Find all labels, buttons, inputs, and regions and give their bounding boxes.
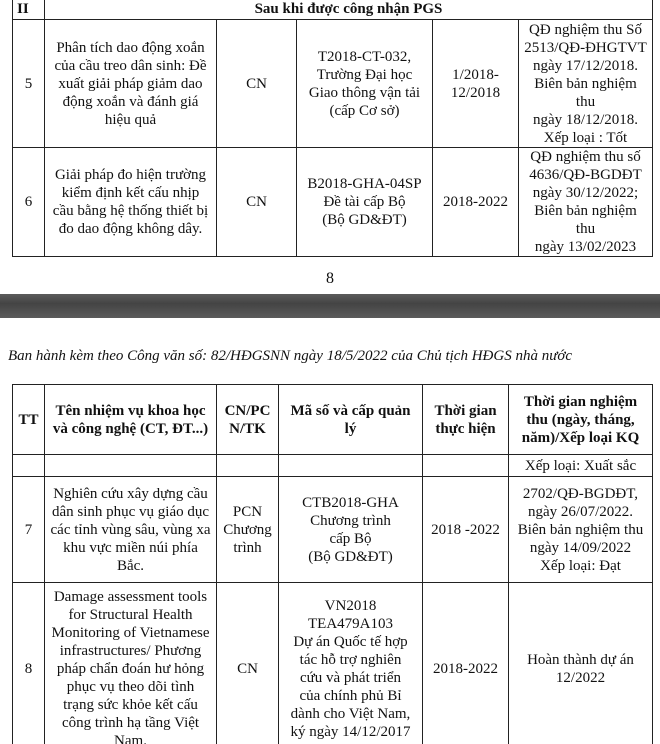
table-row — [13, 477, 653, 583]
acceptance-result: Hoàn thành dự án 12/2022 — [509, 583, 653, 744]
carry-over-result: Xếp loại: Xuất sắc — [509, 455, 653, 477]
carry-over-row — [13, 455, 653, 477]
acceptance-result: QĐ nghiệm thu số 4636/QĐ-BGDĐT ngày 30/12/2022; Biên bản nghiệm thu ngày 13/02/2023 — [519, 148, 653, 257]
project-name: Damage assessment tools for Structural Health Monitoring of Vietnamese infrastructures/ Phương pháp chẩn đoán hư hỏng phục vụ theo dõi tình trạng sức khỏe kết cấu công trình hạ tầng Việt Nam. — [45, 583, 217, 744]
document-caption: Ban hành kèm theo Công văn số: 82/HĐGSNN ngày 18/5/2022 của Chủ tịch HĐGS nhà nước — [8, 348, 573, 364]
role: CN — [217, 583, 279, 744]
row-number: 7 — [13, 477, 45, 583]
table-row — [13, 20, 653, 148]
role: CN — [217, 148, 297, 257]
period: 2018-2022 — [433, 148, 519, 257]
project-name: Phân tích dao động xoắn của cầu treo dân sinh: Đề xuất giải pháp giảm dao động xoắn và đánh giá hiệu quả — [45, 20, 217, 148]
project-code: T2018-CT-032, Trường Đại học Giao thông vận tải (cấp Cơ sở) — [297, 20, 433, 148]
acceptance-result: QĐ nghiệm thu Số 2513/QĐ-ĐHGTVT ngày 17/12/2018. Biên bản nghiệm thu ngày 18/12/2018. Xếp loại : Tốt — [519, 20, 653, 148]
project-code: CTB2018-GHA Chương trình cấp Bộ (Bộ GD&ĐT) — [279, 477, 423, 583]
section-row — [13, 0, 653, 20]
projects-table-continued — [12, 0, 653, 257]
period: 2018 -2022 — [423, 477, 509, 583]
role: CN — [217, 20, 297, 148]
table-row — [13, 583, 653, 744]
role: PCN Chương trình — [217, 477, 279, 583]
acceptance-result: 2702/QĐ-BGDĐT, ngày 26/07/2022. Biên bản nghiệm thu ngày 14/09/2022 Xếp loại: Đạt — [509, 477, 653, 583]
project-name: Giải pháp đo hiện trường kiểm định kết cấu nhịp cầu bằng hệ thống thiết bị đo dao động không dây. — [45, 148, 217, 257]
row-number: 5 — [13, 20, 45, 148]
page-number: 8 — [326, 270, 334, 287]
header-result: Thời gian nghiệm thu (ngày, tháng, năm)/Xếp loại KQ — [509, 385, 653, 455]
row-number: 6 — [13, 148, 45, 257]
header-role: CN/PC N/TK — [217, 385, 279, 455]
header-period: Thời gian thực hiện — [423, 385, 509, 455]
table-row — [13, 148, 653, 257]
project-name: Nghiên cứu xây dựng cầu dân sinh phục vụ giáo dục các tỉnh vùng sâu, vùng xa khu vực miền núi phía Bắc. — [45, 477, 217, 583]
row-number: 8 — [13, 583, 45, 744]
section-number: II — [13, 0, 45, 20]
header-name: Tên nhiệm vụ khoa học và công nghệ (CT, ĐT...) — [45, 385, 217, 455]
section-label: Sau khi được công nhận PGS — [45, 0, 653, 20]
header-number: TT — [13, 385, 45, 455]
project-code: B2018-GHA-04SP Đề tài cấp Bộ (Bộ GD&ĐT) — [297, 148, 433, 257]
document-page-top — [0, 0, 660, 294]
period: 2018-2022 — [423, 583, 509, 744]
period: 1/2018- 12/2018 — [433, 20, 519, 148]
projects-table — [12, 384, 653, 744]
page-separator — [0, 294, 660, 318]
document-page-bottom — [0, 318, 660, 744]
header-code: Mã số và cấp quản lý — [279, 385, 423, 455]
header-row — [13, 385, 653, 455]
project-code: VN2018 TEA479A103 Dự án Quốc tế hợp tác hỗ trợ nghiên cứu và phát triển của chính phủ Bỉ dành cho Việt Nam, ký ngày 14/12/2017 — [279, 583, 423, 744]
